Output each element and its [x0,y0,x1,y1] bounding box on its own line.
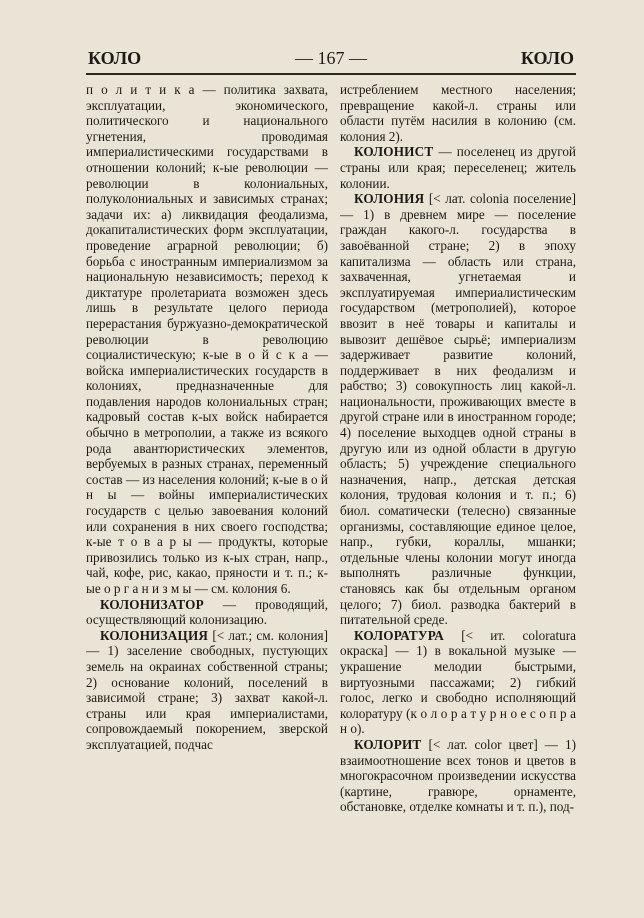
definition: — поселенец из другой страны или края; переселенец; житель колонии. [340,144,576,191]
page-header [88,48,574,72]
page-number: — 167 — [295,48,367,68]
left-column [86,82,328,908]
entry-koloratura [340,628,576,737]
entry-kolonist [340,144,576,191]
header-left-guide-word: КОЛО [88,48,142,68]
entry-kolorit [340,737,576,815]
definition: [< ит. coloratura окраска] — 1) в вокальной музыке — украшение мелодии быстрыми, виртуозными пассажами; 2) гибкий голос, легко и свободно исполняющий колоратуру (к о л о р а т у р н о е с о п р а н о). [340,627,576,737]
entry-continuation: истреблением местного населения; превращение какой-л. страны или области путём насилия в колонию (см. колония 2). [340,82,576,144]
headword: КОЛОНИЯ [354,191,425,207]
entry-kolonizatsiya [86,628,328,753]
entry-koloniya [340,191,576,628]
headword: КОЛОНИЗАЦИЯ [100,627,209,643]
definition: — проводящий, осуществляющий колонизацию. [86,596,328,628]
entry-kolonizator [86,597,328,628]
headword: КОЛОРАТУРА [354,627,445,643]
headword: КОЛОНИСТ [354,144,434,160]
headword: КОЛОРИТ [354,736,422,752]
right-column [340,82,576,908]
definition: [< лат. color цвет] — 1) взаимоотношение всех тонов и цветов в многокрасочном произведении искусства (картине, гравюре, орнаменте, обстановке, отделке комнаты и т. п.), под- [340,736,576,815]
header-right-guide-word: КОЛО [520,48,574,68]
entry-continuation: п о л и т и к а — политика захвата, эксплуатации, экономического, политического и национального угнетения, проводимая империалистическими государствами в отношении колоний; к-ые революции — революции в колониальных, полуколониальных и зависимых странах; задачи их: а) ликвидация феодализма, докапиталистических форм эксплуатации, проведение аграрной революции; б) борьба с иностранным империализмом за национальную независимость; переход к диктатуре пролетариата возможен здесь лишь в результате целого периода перерастания буржуазно-демократической революции в революцию социалистическую; к-ые в о й с к а — войска империалистических государств в колониях, предназначенные для подавления народов колониальных стран; кадровый состав к-ых войск набирается обычно в метрополии, а также из всякого рода авантюристических элементов, вербуемых в разных странах, переменный состав — из населения колоний; к-ые в о й н ы — войны империалистических государств с целью завоевания колоний или сохранения в них своего господства; к-ые т о в а р ы — продукты, которые привозились только из к-ых стран, напр., чай, кофе, рис, какао, пряности и т. п.; к-ые о р г а н и з м ы — см. колония 6. [86,82,328,596]
headword: КОЛОНИЗАТОР [100,596,204,612]
definition: [< лат. colonia поселение] — 1) в древнем мире — поселение граждан какого-л. государства в завоёванной стране; 2) в эпоху капитализма — область или страна, захваченная, угнетаемая и эксплуатируемая империалистическим государством (метрополией), которое ввозит в неё товары и капиталы и вывозит дешёвое сырьё; империализм задерживает развитие колоний, поддерживает в них феодализм и рабство; 3) совокупность лиц какой-л. национальности, проживающих вместе в другой стране или в иностранном городе; 4) поселение выходцев одной страны в другую или из одной области в другую область; 5) учреждение специального назначения, напр., детская детская колония, трудовая колония и т. п.; 6) биол. соматически (телесно) связанные организмы, составляющие единое целое, напр., губки, кораллы, мшанки; отдельные члены колонии могут иногда выполнять различные функции, становясь как бы отдельным органом целого; 7) биол. разводка бактерий в питательной среде. [340,191,576,628]
header-rule [86,73,576,75]
definition: [< лат.; см. колония] — 1) заселение свободных, пустующих земель на окраинах собственной страны; 2) основание колоний, поселений в зависимой стране; 3) захват какой-л. страны или края империалистами, сопровождаемый покорением, зверской эксплуатацией, подчас [86,627,328,752]
